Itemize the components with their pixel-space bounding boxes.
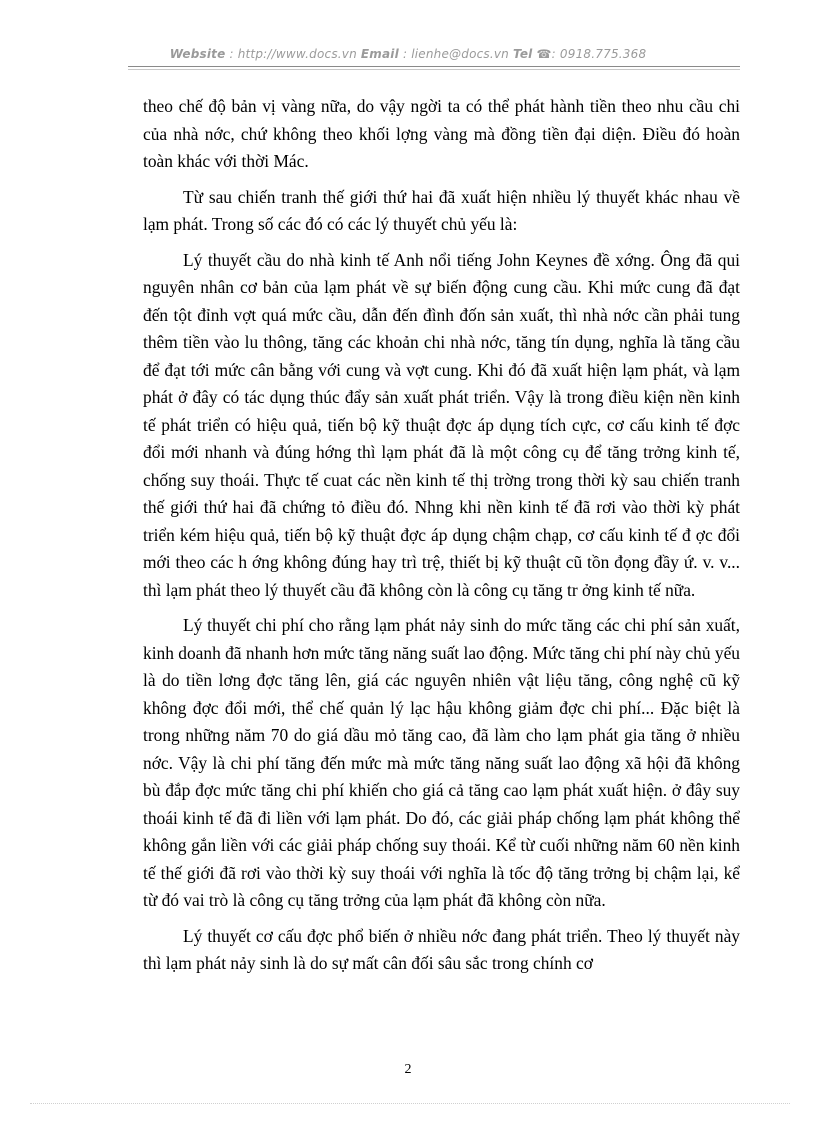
page-header <box>0 47 816 61</box>
paragraph: Lý thuyết chi phí cho rằng lạm phát nảy sinh do mức tăng các chi phí sản xuất, kinh doanh đã nhanh hơn mức tăng năng suất lao động. Mức tăng chi phí này chủ yếu là do tiền lơng đợc tăng lên, giá các nguyên nhiên vật liệu tăng, công nghệ cũ kỹ không đợc đổi mới, thể chế quản lý lạc hậu không giảm đợc chi phí... Đặc biệt là trong những năm 70 do giá dầu mỏ tăng cao, đã làm cho lạm phát gia tăng ở nhiều nớc. Vậy là chi phí tăng đến mức mà mức tăng năng suất lao động xã hội đã không bù đắp đợc mức tăng chi phí khiến cho giá cả tăng cao lạm phát xuất hiện. ở đây suy thoái kinh tế đã đi liền với lạm phát. Do đó, các giải pháp chống lạm phát không thể không gắn liền với các giải pháp chống suy thoái. Kể từ cuối những năm 60 nền kinh tế thế giới đã rơi vào thời kỳ suy thoái với nghĩa là tốc độ tăng trởng bị chậm lại, kể từ đó vai trò là công cụ tăng trởng của lạm phát đã không còn nữa. <box>143 615 740 910</box>
email-address: : lienhe@docs.vn <box>398 47 513 61</box>
phone-number: ☎: 0918.775.368 <box>532 47 647 61</box>
tel-label: Tel <box>513 47 533 61</box>
document-body <box>143 93 740 986</box>
page-number: 2 <box>404 1062 412 1077</box>
email-label: Email <box>360 47 399 61</box>
header-divider <box>128 66 740 70</box>
paragraph: theo chế độ bản vị vàng nữa, do vậy ngời ta có thể phát hành tiền theo nhu cầu chi của nhà nớc, chứ không theo khối lợng vàng mà đồng tiền đại diện. Điều đó hoàn toàn khác với thời Mác. <box>143 96 740 171</box>
paragraph: Lý thuyết cầu do nhà kinh tế Anh nổi tiếng John Keynes đề xớng. Ông đã qui nguyên nhân cơ bản của lạm phát về sự biến động cung cầu. Khi mức cung đã đạt đến tột đỉnh vợt quá mức cầu, dẫn đến đình đốn sản xuất, thì nhà nớc cần phải tung thêm tiền vào lu thông, tăng các khoản chi nhà nớc, tăng tín dụng, nghĩa là tăng cầu để đạt tới mức cân bằng với cung và vợt cung. Khi đó đã xuất hiện lạm phát, và lạm phát ở đây có tác dụng thúc đẩy sản xuất phát triển. Vậy là trong điều kiện nền kinh tế phát triển có hiệu quả, tiến bộ kỹ thuật đợc áp dụng tích cực, cơ cấu kinh tế đợc đổi mới nhanh và đúng hớng thì lạm phát đã là một công cụ để tăng trởng kinh tế, chống suy thoái. Thực tế cuat các nền kinh tế thị trờng trong thời kỳ sau chiến tranh thế giới thứ hai đã chứng tỏ điều đó. Nhng khi nền kinh tế đã rơi vào thời kỳ phát triển kém hiệu quả, tiến bộ kỹ thuật đợc áp dụng chậm chạp, cơ cấu kinh tế đ ợc đổi mới theo các h ớng không đúng hay trì trệ, thiết bị kỹ thuật cũ tồn đọng đầy ứ. v. v... thì lạm phát theo lý thuyết cầu đã không còn là công cụ tăng tr ởng kinh tế nữa. <box>143 249 740 600</box>
website-url: : http://www.docs.vn <box>225 47 361 61</box>
paragraph: Lý thuyết cơ cấu đợc phổ biến ở nhiều nớc đang phát triển. Theo lý thuyết này thì lạm phát nảy sinh là do sự mất cân đối sâu sắc trong chính cơ <box>143 925 740 973</box>
paragraph: Từ sau chiến tranh thế giới thứ hai đã xuất hiện nhiều lý thuyết khác nhau về lạm phát. Trong số các đó có các lý thuyết chủ yếu là: <box>143 186 740 234</box>
website-label: Website <box>169 47 226 61</box>
page-bottom-border <box>30 1103 790 1104</box>
